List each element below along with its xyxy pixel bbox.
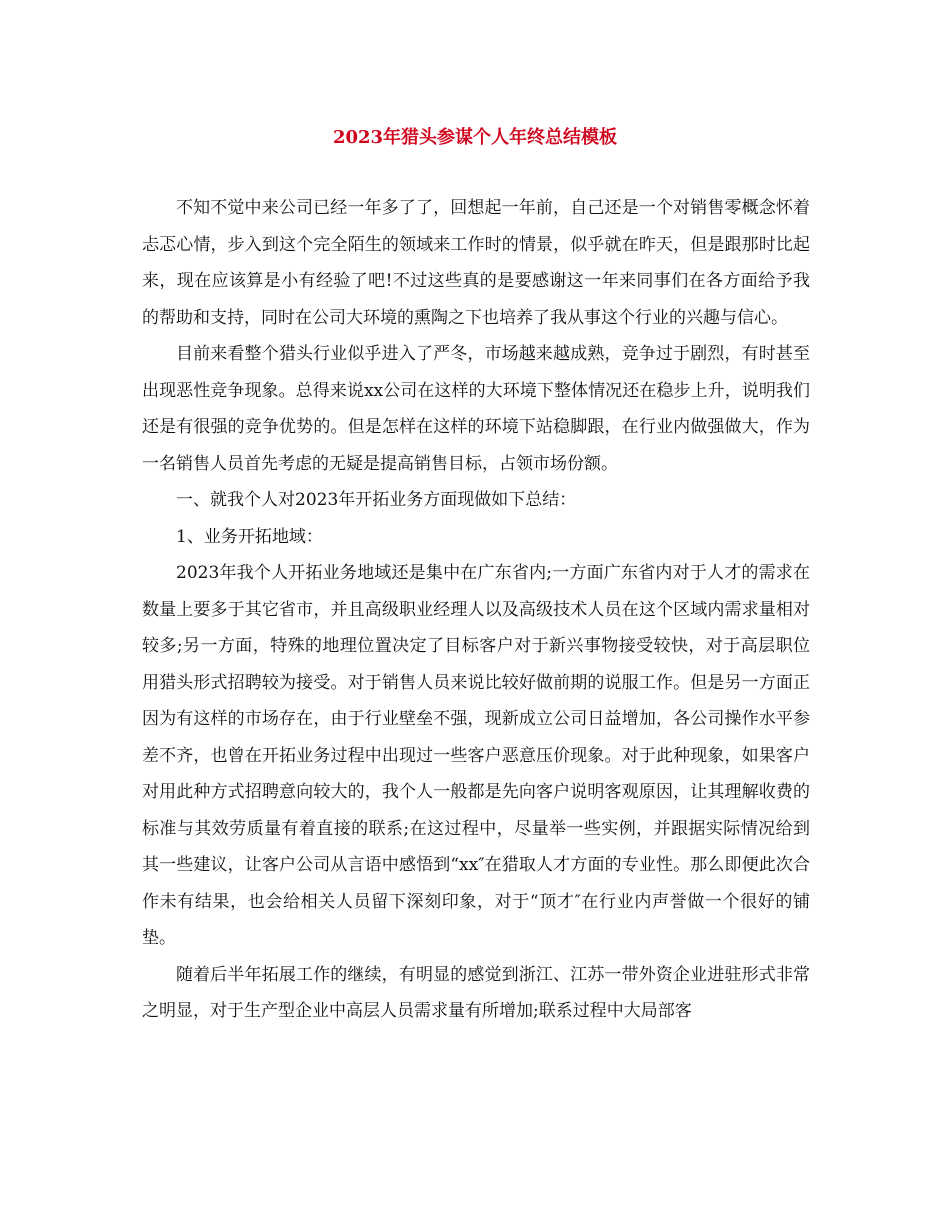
subsection-heading-1: 1、业务开拓地域： <box>176 526 323 547</box>
paragraph-industry: 目前来看整个猎头行业似乎进入了严冬，市场越来越成熟，竞争过于剧烈，有时甚至出现恶性竞争现象。总得来说xx公司在这样的大环境下整体情况还在稳步上升，说明我们还是有很强的竞争优势的。但是怎样在这样的环境下站稳脚跟，在行业内做强做大，作为一名销售人员首先考虑的无疑是提高销售目标，占领市场份额。 <box>142 344 810 474</box>
paragraph-intro: 不知不觉中来公司已经一年多了了，回想起一年前，自己还是一个对销售零概念怀着忐忑心情，步入到这个完全陌生的领域来工作时的情景，似乎就在昨天，但是跟那时比起来，现在应该算是小有经验了吧!不过这些真的是要感谢这一年来同事们在各方面给予我的帮助和支持，同时在公司大环境的熏陶之下也培养了我从事这个行业的兴趣与信心。 <box>142 198 810 328</box>
document-body <box>142 190 810 1030</box>
paragraph-region: 2023年我个人开拓业务地域还是集中在广东省内;一方面广东省内对于人才的需求在数量上要多于其它省市，并且高级职业经理人以及高级技术人员在这个区域内需求量相对较多;另一方面，特殊的地理位置决定了目标客户对于新兴事物接受较快，对于高层职位用猎头形式招聘较为接受。对于销售人员来说比较好做前期的说服工作。但是另一方面正因为有这样的市场存在，由于行业壁垒不强，现新成立公司日益增加，各公司操作水平参差不齐，也曾在开拓业务过程中出现过一些客户恶意压价现象。对于此种现象，如果客户对用此种方式招聘意向较大的，我个人一般都是先向客户说明客观原因，让其理解收费的标准与其效劳质量有着直接的联系;在这过程中，尽量举一些实例，并跟据实际情况给到其一些建议，让客户公司从言语中感悟到“xx″在猎取人才方面的专业性。那么即便此次合作未有结果，也会给相关人员留下深刻印象，对于“顶才″在行业内声誉做一个很好的铺垫。 <box>142 563 810 948</box>
document-title: 2023年猎头参谋个人年终总结模板 <box>332 127 618 148</box>
section-heading-1: 一、就我个人对2023年开拓业务方面现做如下总结： <box>176 490 577 510</box>
paragraph-second-half: 随着后半年拓展工作的继续，有明显的感觉到浙江、江苏一带外资企业进驻形式非常之明显，对于生产型企业中高层人员需求量有所增加;联系过程中大局部客 <box>142 964 810 1021</box>
